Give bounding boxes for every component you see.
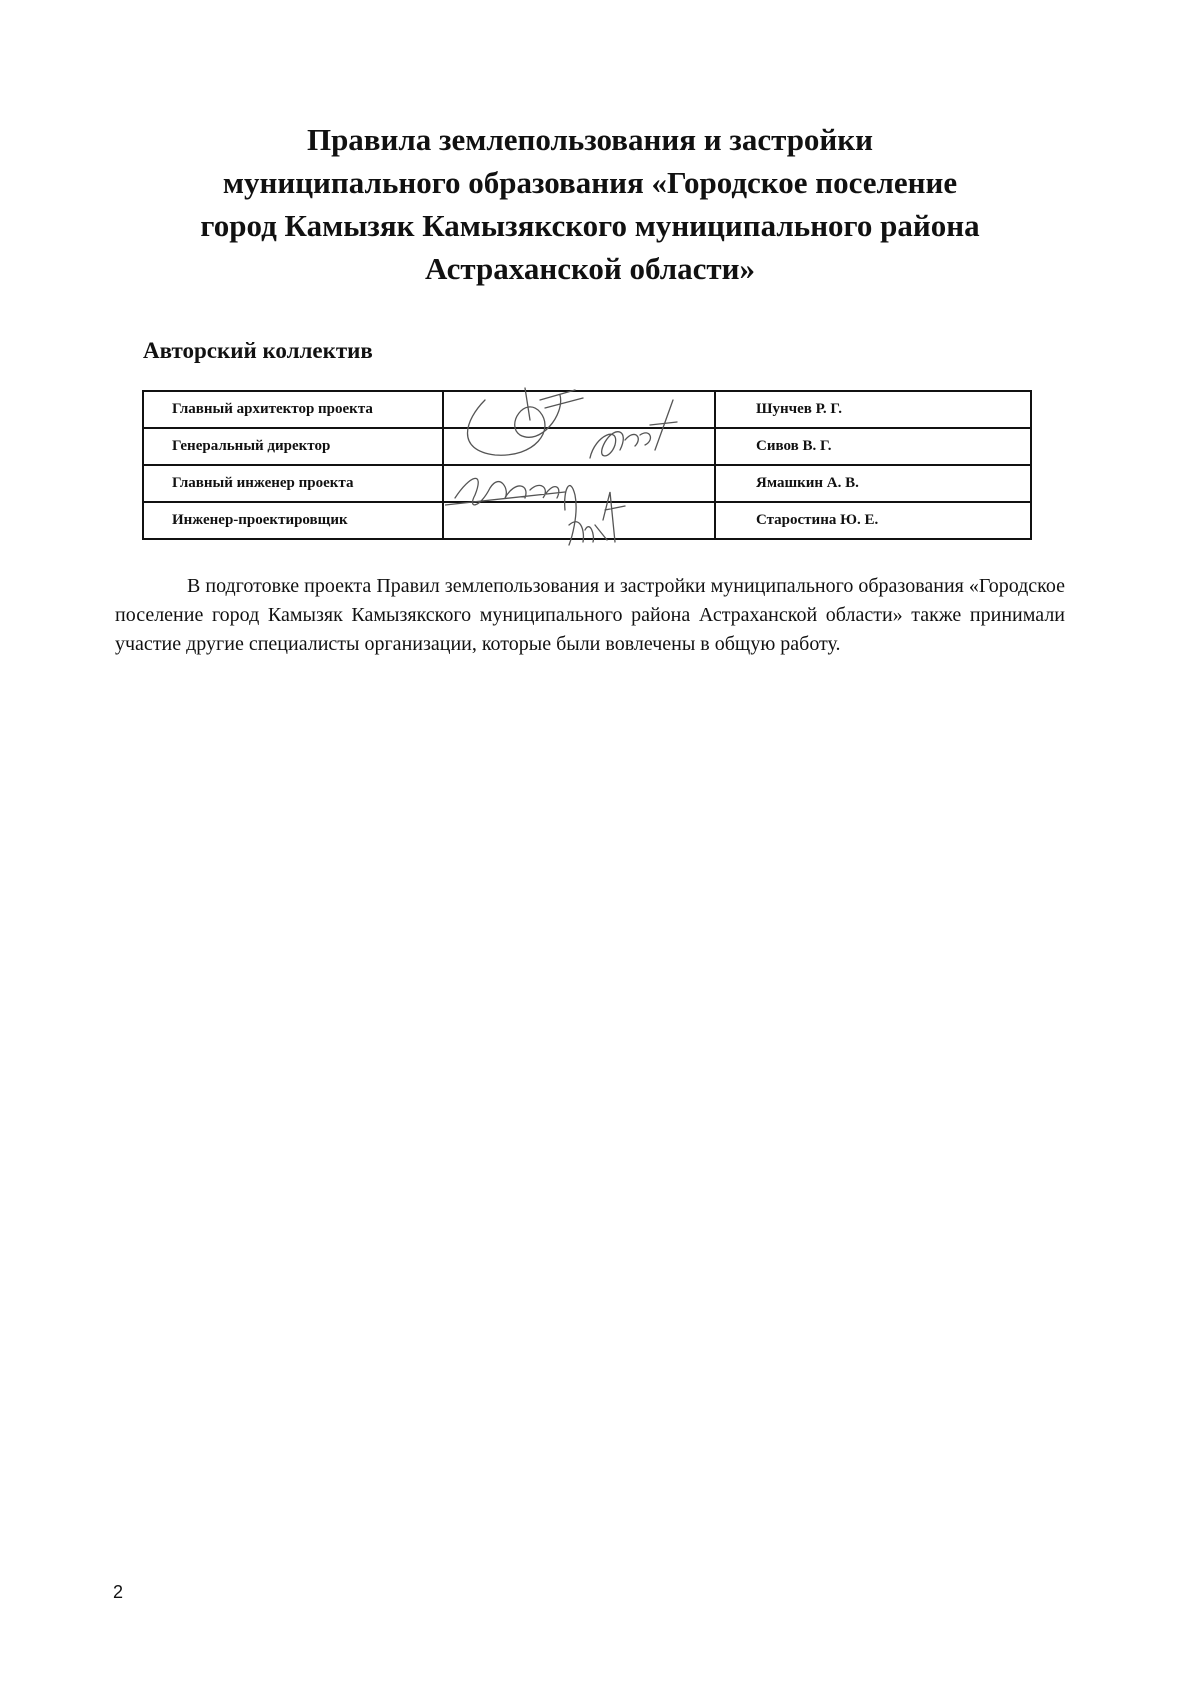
signature-cell [443,465,715,502]
author-role: Инженер-проектировщик [143,502,443,539]
table-row [143,428,1031,465]
document-title [100,118,1080,290]
page-number: 2 [113,1582,124,1602]
table-row [143,391,1031,428]
table-row [143,465,1031,502]
title-line: муниципального образования «Городское поселение [222,165,958,200]
title-line: город Камызяк Камызякского муниципального района [200,208,980,243]
author-role: Главный инженер проекта [143,465,443,502]
authors-heading: Авторский коллектив [143,338,373,363]
author-name: Старостина Ю. Е. [715,502,1031,539]
signature-cell [443,502,715,539]
author-role: Главный архитектор проекта [143,391,443,428]
authors-table [142,390,1032,540]
signature-cell [443,391,715,428]
author-name: Ямашкин А. В. [715,465,1031,502]
title-line: Правила землепользования и застройки [306,122,874,157]
intro-paragraph: В подготовке проекта Правил землепользования и застройки муниципального образования «Городское поселение город Камызяк Камызякского муниципального района Астраханской области» также принимали участие другие специалисты организации, которые были вовлечены в общую работу. [115,575,1065,655]
table-row [143,502,1031,539]
author-name: Сивов В. Г. [715,428,1031,465]
signature-cell [443,428,715,465]
author-role: Генеральный директор [143,428,443,465]
title-line: Астраханской области» [425,251,755,286]
author-name: Шунчев Р. Г. [715,391,1031,428]
